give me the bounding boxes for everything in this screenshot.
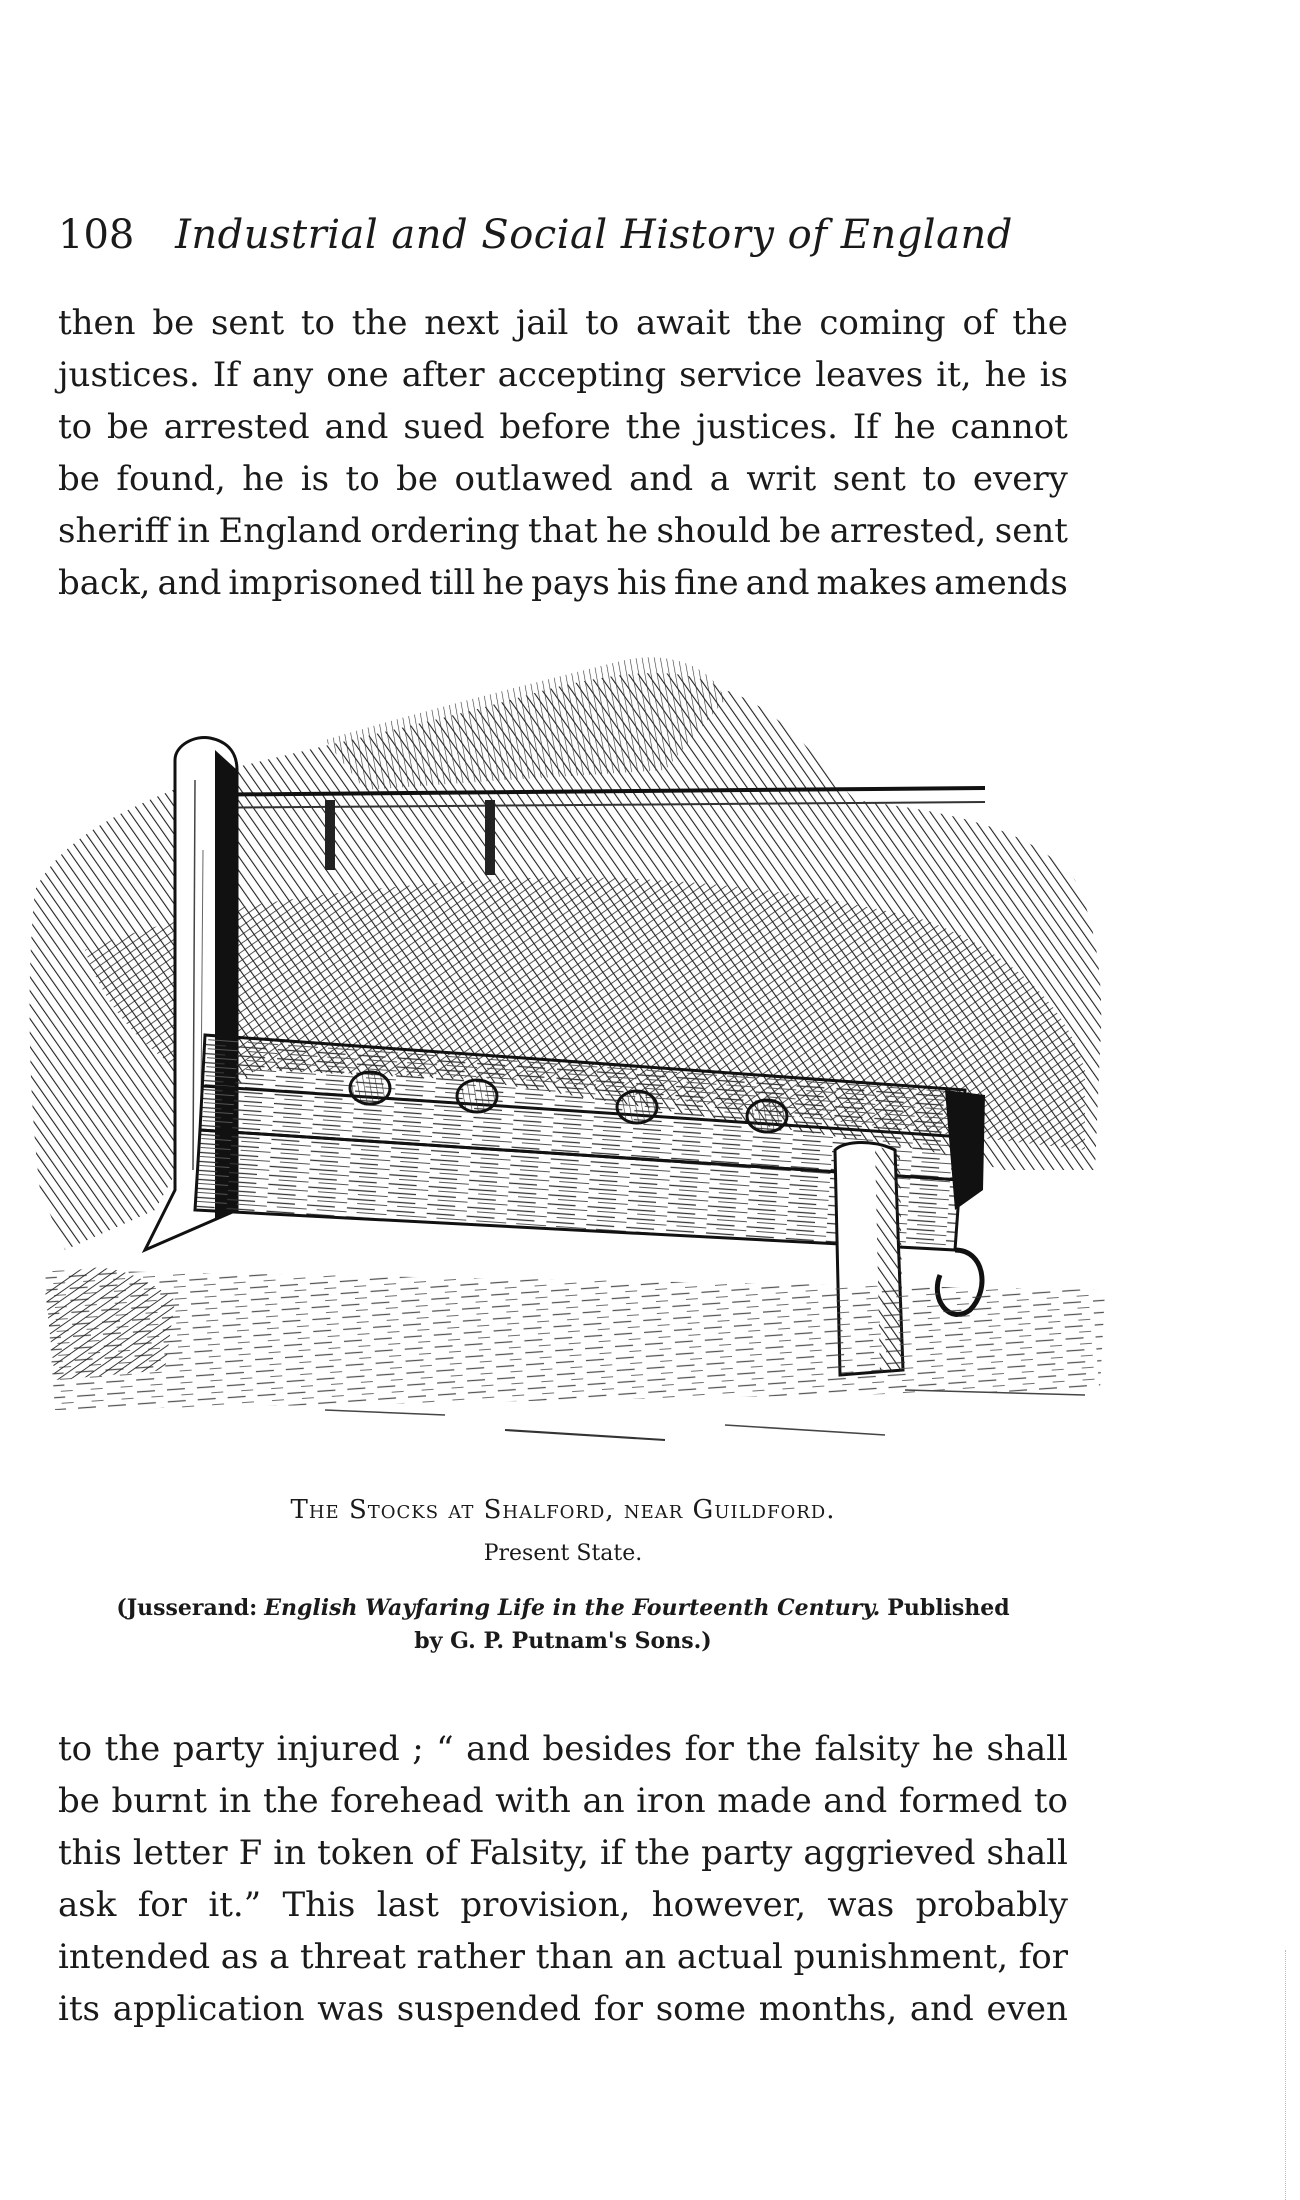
word: leaves (815, 355, 924, 395)
word: shall (986, 1729, 1068, 1769)
word: after (401, 355, 485, 395)
word: however, (651, 1885, 807, 1925)
word: sent (994, 511, 1068, 551)
word: made (717, 1781, 812, 1821)
text-line (58, 1827, 1068, 1879)
word: imprisoned (228, 563, 423, 603)
running-title: Industrial and Social History of England (175, 212, 1013, 258)
word: burnt (111, 1781, 207, 1821)
word: the (351, 303, 408, 343)
word: the (625, 407, 682, 447)
leg-hole (457, 1080, 497, 1112)
word: next (424, 303, 500, 343)
word: the (262, 1781, 319, 1821)
word: to (922, 459, 957, 499)
page-number: 108 (58, 212, 135, 258)
word: ask (58, 1885, 117, 1925)
word: shall (986, 1833, 1068, 1873)
word: be (396, 459, 439, 499)
word: every (972, 459, 1068, 499)
leg-hole (617, 1091, 657, 1123)
word: for (684, 1729, 734, 1769)
word: he (606, 511, 649, 551)
word: be (58, 1781, 100, 1821)
scan-edge (1285, 1950, 1300, 2200)
paragraph-top (58, 297, 1068, 609)
word: jail (515, 303, 569, 343)
word: “ (436, 1729, 454, 1769)
word: This (282, 1885, 356, 1925)
word: sent (210, 303, 285, 343)
word: England (218, 511, 362, 551)
word: than (535, 1937, 614, 1977)
text-line (58, 505, 1068, 557)
word: it.” (208, 1885, 262, 1925)
word: for (1018, 1937, 1068, 1977)
word: sued (403, 407, 485, 447)
leg-hole (350, 1072, 390, 1104)
word: back, (58, 563, 151, 603)
word: service (679, 355, 803, 395)
text-line (58, 401, 1068, 453)
text-line (58, 1931, 1068, 1983)
word: If (212, 355, 239, 395)
stocks-engraving (25, 650, 1110, 1495)
text-line (58, 1775, 1068, 1827)
fence-post (485, 800, 495, 875)
text-line (58, 1983, 1068, 2035)
leg-hole (747, 1100, 787, 1132)
word: application (112, 1989, 305, 2029)
word: is (1039, 355, 1068, 395)
text-line (58, 349, 1068, 401)
word: and (909, 1989, 974, 2029)
ground-stroke (505, 1430, 665, 1440)
word: actual (676, 1937, 783, 1977)
word: for (137, 1885, 187, 1925)
word: the (746, 303, 803, 343)
word: was (317, 1989, 385, 2029)
word: for (593, 1989, 644, 2029)
word: some (655, 1989, 747, 2029)
word: ordering (370, 511, 520, 551)
word: be (107, 407, 149, 447)
word: rather (416, 1937, 526, 1977)
credit-publisher: by G. P. Putnam's Sons.) (414, 1628, 712, 1654)
word: forehead (330, 1781, 484, 1821)
word: and (466, 1729, 531, 1769)
word: and (157, 563, 222, 603)
word: await (636, 303, 731, 343)
word: a (269, 1937, 290, 1977)
word: besides (542, 1729, 673, 1769)
word: the (1012, 303, 1068, 343)
word: the (634, 1833, 691, 1873)
word: he (893, 407, 936, 447)
text-line (58, 1879, 1068, 1931)
word: accepting (497, 355, 667, 395)
word: be (58, 459, 100, 499)
word: justices. (696, 407, 838, 447)
word: and (823, 1781, 888, 1821)
word: letter (132, 1833, 228, 1873)
word: he (984, 355, 1027, 395)
engraving-illustration (25, 650, 1110, 1495)
figure-caption-subtitle: Present State. (483, 1541, 643, 1566)
word: be (779, 511, 822, 551)
word: then (58, 303, 136, 343)
word: the (104, 1729, 161, 1769)
word: punishment, (793, 1937, 1009, 1977)
word: intended (58, 1937, 211, 1977)
word: threat (300, 1937, 406, 1977)
word: before (499, 407, 611, 447)
word: party (701, 1833, 793, 1873)
word: iron (636, 1781, 706, 1821)
word: and (629, 459, 694, 499)
word: months, (758, 1989, 898, 2029)
word: suspended (396, 1989, 581, 2029)
word: till (428, 563, 476, 603)
word: pays (531, 563, 610, 603)
running-head (58, 205, 1068, 265)
word: probably (915, 1885, 1068, 1925)
fence-post (325, 800, 335, 870)
word: sheriff (58, 511, 169, 551)
word: makes (816, 563, 928, 603)
word: and (324, 407, 389, 447)
text-line (58, 557, 1068, 609)
credit-work-title: English Wayfaring Life in the Fourteenth Century. (264, 1595, 881, 1621)
word: was (827, 1885, 895, 1925)
word: should (656, 511, 771, 551)
word: in (177, 511, 210, 551)
word: justices. (58, 355, 200, 395)
word: formed (898, 1781, 1023, 1821)
text-line (58, 1723, 1068, 1775)
ground-stroke (725, 1425, 885, 1435)
credit-suffix: Published (887, 1595, 1010, 1621)
word: arrested (163, 407, 310, 447)
word: he (931, 1729, 974, 1769)
word: that (528, 511, 598, 551)
word: to (58, 407, 93, 447)
word: in (218, 1781, 252, 1821)
word: party (172, 1729, 264, 1769)
word: the (746, 1729, 803, 1769)
word: be (152, 303, 195, 343)
word: fine (673, 563, 739, 603)
word: he (242, 459, 285, 499)
word: one (326, 355, 389, 395)
word: found, (116, 459, 226, 499)
word: cannot (950, 407, 1068, 447)
ground-stroke (325, 1410, 445, 1415)
credit-prefix: (Jusserand: (116, 1595, 258, 1621)
word: ; (412, 1729, 424, 1769)
word: writ (746, 459, 817, 499)
word: if (599, 1833, 624, 1873)
word: last (376, 1885, 439, 1925)
word: as (220, 1937, 259, 1977)
word: he (482, 563, 525, 603)
word: of (424, 1833, 458, 1873)
word: token (317, 1833, 414, 1873)
word: falsity (814, 1729, 920, 1769)
word: an (582, 1781, 625, 1821)
word: coming (819, 303, 946, 343)
word: its (58, 1989, 100, 2029)
word: to (58, 1729, 93, 1769)
word: to (585, 303, 620, 343)
word: any (251, 355, 314, 395)
word: F (238, 1833, 263, 1873)
word: with (495, 1781, 571, 1821)
word: to (300, 303, 336, 343)
ground (45, 1270, 1105, 1410)
word: in (273, 1833, 307, 1873)
word: If (852, 407, 879, 447)
word: of (962, 303, 996, 343)
word: Falsity, (468, 1833, 589, 1873)
word: his (616, 563, 668, 603)
figure-caption-title: The Stocks at Shalford, near Guildford. (290, 1495, 836, 1525)
word: an (624, 1937, 667, 1977)
word: to (1033, 1781, 1068, 1821)
word: this (58, 1833, 122, 1873)
word: is (300, 459, 330, 499)
word: even (986, 1989, 1068, 2029)
word: a (709, 459, 730, 499)
figure-credit (58, 1592, 1068, 1658)
word: aggrieved (803, 1833, 976, 1873)
word: arrested, (829, 511, 987, 551)
text-line (58, 453, 1068, 505)
word: it, (936, 355, 972, 395)
word: outlawed (454, 459, 613, 499)
text-line (58, 297, 1068, 349)
word: sent (832, 459, 906, 499)
word: provision, (460, 1885, 631, 1925)
word: to (345, 459, 380, 499)
paragraph-bottom (58, 1723, 1068, 2035)
word: amends (934, 563, 1068, 603)
word: injured (276, 1729, 400, 1769)
word: and (745, 563, 810, 603)
